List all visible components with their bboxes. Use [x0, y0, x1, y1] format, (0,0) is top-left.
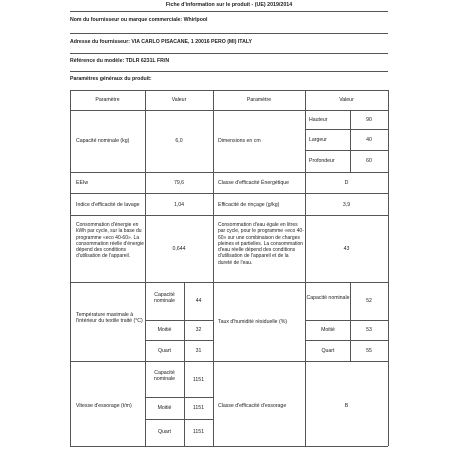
water-consumption-label: Consommation d'eau égale en litres par cycle, pour le programme «eco 40-60» sur une combinaison de charges pleines et partielles. La consommation d'eau réelle dépend des conditions d'utilisation de l'appareil et de la dureté de l'eau. [218, 222, 304, 266]
general-params-heading: Paramètres généraux du produit: [70, 76, 152, 82]
table-line [70, 193, 388, 194]
col-header-param2: Paramètre [246, 97, 272, 103]
model-line: Référence du modèle: TDLR 6231L FR/N [70, 58, 170, 64]
address-line: Adresse du fournisseur: VIA CARLO PISACANE, 1 20016 PERO (MI) ITALY [70, 39, 252, 45]
col-header-value: Valeur [171, 97, 187, 103]
table-border [70, 90, 71, 446]
divider [70, 53, 388, 54]
temp-half-value: 32 [195, 327, 202, 333]
table-border [305, 90, 306, 446]
table-line [70, 110, 388, 111]
max-temperature-label: Température maximale à l'intérieur du textile traité (°C) [76, 312, 143, 325]
spin-quarter-label: Quart [158, 429, 171, 435]
humidity-half-value: 53 [366, 327, 372, 333]
depth-value: 60 [366, 158, 372, 164]
table-line [145, 340, 213, 341]
temp-capacity-value: 44 [195, 298, 202, 304]
height-label: Hauteur [309, 117, 328, 123]
spin-half-value: 1151 [192, 405, 205, 411]
spin-capacity-value: 1151 [192, 377, 205, 383]
humidity-capacity-label: Capacité nominale [306, 295, 350, 301]
depth-label: Profondeur [309, 158, 335, 164]
humidity-capacity-value: 52 [366, 298, 372, 304]
table-line [70, 446, 388, 447]
table-line [305, 129, 388, 130]
table-line [70, 172, 388, 173]
table-line [70, 90, 388, 91]
spin-class-label: Classe d'efficacité d'essorage [218, 403, 287, 409]
water-consumption-value: 43 [343, 246, 350, 252]
energy-consumption-value: 0,644 [172, 246, 186, 252]
dimensions-label: Dimensions en cm [218, 138, 261, 144]
table-line [70, 215, 388, 216]
divider [70, 33, 388, 34]
temp-quarter-label: Quart [158, 348, 171, 354]
residual-humidity-label: Taux d'humidité résiduelle (%) [218, 319, 288, 325]
spin-quarter-value: 1151 [192, 429, 205, 435]
width-value: 40 [366, 137, 372, 143]
table-line [305, 150, 388, 151]
rinse-efficiency-value: 3,9 [342, 202, 351, 208]
energy-consumption-label: Consommation d'énergie en kWh par cycle, sur la base du programme «eco 40-60». La consommation réelle d'énergie dépend des conditions d'utilisation de l'appareil. [76, 222, 144, 260]
table-line [145, 397, 213, 398]
table-line [70, 282, 388, 283]
spin-class-value: B [344, 403, 349, 409]
table-line [305, 340, 388, 341]
humidity-quarter-label: Quart [321, 348, 335, 354]
capacity-label: Capacité nominale (kg) [76, 138, 130, 144]
temp-capacity-label: Capacité nominale [153, 292, 176, 305]
spin-half-label: Moitié [157, 405, 172, 411]
spin-capacity-label: Capacité nominale [153, 370, 176, 383]
temp-half-label: Moitié [157, 327, 172, 333]
humidity-half-label: Moitié [321, 327, 335, 333]
table-border [184, 282, 185, 446]
divider [70, 11, 388, 12]
supplier-line: Nom du fournisseur ou marque commerciale: Whirlpool [70, 17, 208, 23]
temp-quarter-value: 31 [195, 348, 202, 354]
divider [70, 71, 388, 72]
table-border [213, 90, 214, 446]
energy-class-value: D [344, 180, 349, 186]
eei-label: EEIw [76, 180, 89, 186]
spin-speed-label: Vitesse d'essorage (t/m) [76, 403, 132, 409]
table-border [388, 90, 389, 446]
sheet-title: Fiche d'information sur le produit - (UE) 2019/2014 [165, 2, 293, 8]
eei-value: 79,6 [173, 180, 185, 186]
height-value: 90 [366, 117, 372, 123]
humidity-quarter-value: 55 [366, 348, 372, 354]
capacity-value: 6,0 [175, 138, 183, 144]
table-line [305, 320, 388, 321]
table-line [145, 320, 213, 321]
rinse-efficiency-label: Efficacité de rinçage (g/kg) [218, 202, 280, 208]
energy-class-label: Classe d'efficacité Énergétique [218, 180, 289, 186]
table-line [145, 419, 213, 420]
wash-efficiency-label: Indice d'efficacité de lavage [76, 202, 140, 208]
table-line [70, 361, 388, 362]
width-label: Largeur [309, 137, 327, 143]
col-header-param: Paramètre [95, 97, 120, 103]
wash-efficiency-value: 1,04 [173, 202, 185, 208]
col-header-value2: Valeur [339, 97, 354, 103]
